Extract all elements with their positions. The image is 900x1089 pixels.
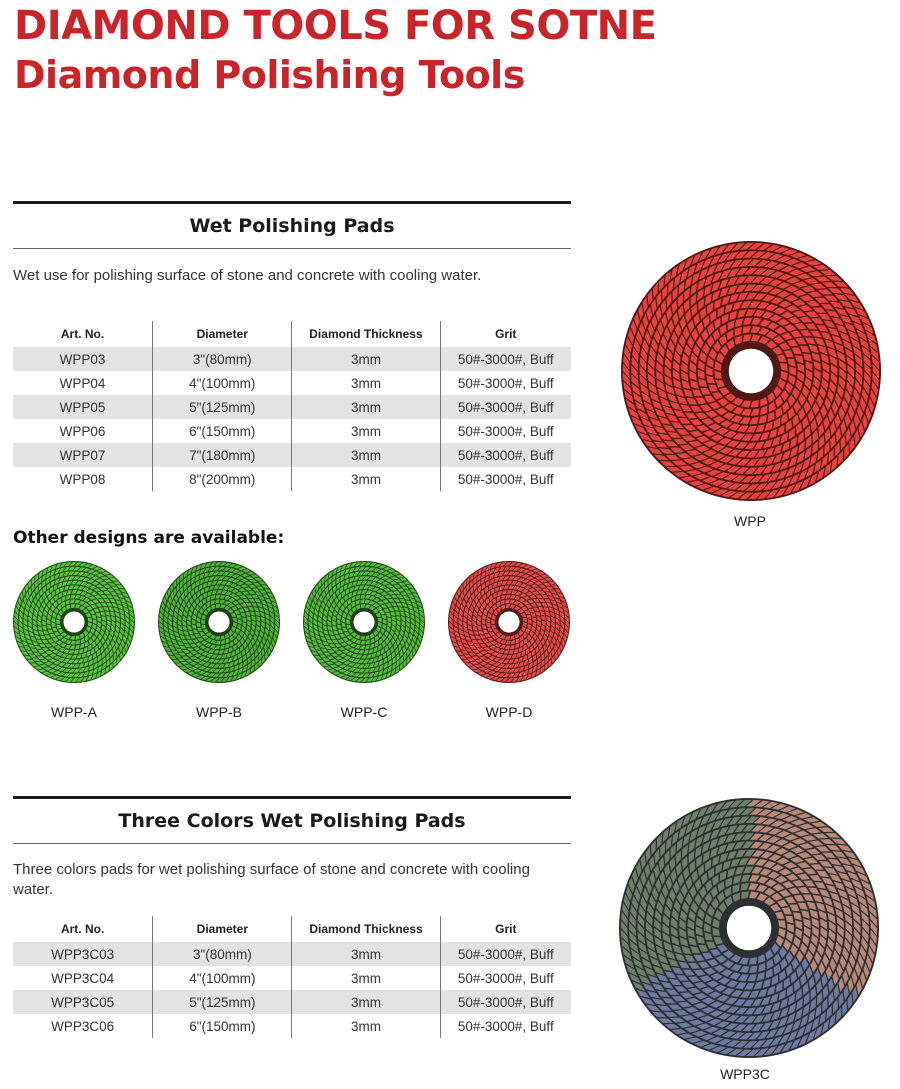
column-header-diameter: Diameter bbox=[153, 916, 292, 942]
column-header-diameter: Diameter bbox=[153, 321, 292, 347]
cell-diameter: 3"(80mm) bbox=[153, 347, 292, 371]
wpp-a-pad-image bbox=[12, 560, 136, 684]
cell-thickness: 3mm bbox=[292, 371, 440, 395]
cell-grit: 50#-3000#, Buff bbox=[440, 1014, 571, 1038]
cell-grit: 50#-3000#, Buff bbox=[440, 942, 571, 966]
cell-art-no: WPP3C05 bbox=[13, 990, 153, 1014]
section-heading-wet-polishing-pads: Wet Polishing Pads bbox=[13, 201, 571, 249]
page-title: DIAMOND TOOLS FOR SOTNE bbox=[14, 3, 657, 49]
cell-art-no: WPP07 bbox=[13, 443, 153, 467]
cell-thickness: 3mm bbox=[292, 467, 440, 491]
cell-thickness: 3mm bbox=[292, 1014, 440, 1038]
wpp-d-pad-image bbox=[447, 560, 571, 684]
column-header-grit: Grit bbox=[440, 321, 571, 347]
three-color-description: Three colors pads for wet polishing surface of stone and concrete with cooling water. bbox=[13, 861, 530, 898]
cell-thickness: 3mm bbox=[292, 395, 440, 419]
table-row bbox=[13, 942, 571, 966]
other-designs-heading: Other designs are available: bbox=[13, 528, 285, 548]
cell-thickness: 3mm bbox=[292, 966, 440, 990]
cell-art-no: WPP06 bbox=[59, 423, 106, 439]
wpp-c-pad-image bbox=[302, 560, 426, 684]
page-subtitle: Diamond Polishing Tools bbox=[14, 53, 525, 97]
column-header-thickness: Diamond Thickness bbox=[292, 916, 440, 942]
cell-diameter: 4"(100mm) bbox=[153, 371, 292, 395]
wpp-d-label: WPP-D bbox=[485, 704, 533, 720]
wpp-pad-image bbox=[620, 240, 882, 502]
cell-diameter: 3"(80mm) bbox=[153, 942, 292, 966]
cell-thickness: 3mm bbox=[292, 443, 440, 467]
section-heading-three-colors: Three Colors Wet Polishing Pads bbox=[13, 796, 571, 844]
wet-pads-spec-table bbox=[13, 321, 571, 491]
wpp-b-label: WPP-B bbox=[196, 704, 242, 720]
cell-art-no: WPP3C04 bbox=[51, 970, 115, 986]
wet-pads-description: Wet use for polishing surface of stone and concrete with cooling water. bbox=[13, 267, 482, 284]
cell-thickness: 3mm bbox=[292, 419, 440, 443]
cell-art-no: WPP04 bbox=[59, 375, 106, 391]
table-row bbox=[13, 966, 571, 990]
table-row bbox=[13, 347, 571, 371]
cell-grit: 50#-3000#, Buff bbox=[440, 990, 571, 1014]
cell-diameter: 5"(125mm) bbox=[153, 395, 292, 419]
wpp3c-pad-label: WPP3C bbox=[720, 1066, 770, 1082]
cell-art-no: WPP3C03 bbox=[13, 942, 153, 966]
cell-diameter: 8"(200mm) bbox=[153, 467, 292, 491]
cell-art-no: WPP03 bbox=[13, 347, 153, 371]
cell-grit: 50#-3000#, Buff bbox=[440, 371, 571, 395]
cell-grit: 50#-3000#, Buff bbox=[440, 467, 571, 491]
table-row bbox=[13, 419, 571, 443]
cell-art-no: WPP05 bbox=[13, 395, 153, 419]
cell-grit: 50#-3000#, Buff bbox=[440, 966, 571, 990]
table-row bbox=[13, 990, 571, 1014]
table-header-row bbox=[13, 916, 571, 942]
three-color-spec-table bbox=[13, 916, 571, 1038]
table-row bbox=[13, 371, 571, 395]
wpp-pad-label: WPP bbox=[734, 513, 766, 529]
cell-grit: 50#-3000#, Buff bbox=[440, 395, 571, 419]
column-header-thickness: Diamond Thickness bbox=[292, 321, 440, 347]
column-header-art-no: Art. No. bbox=[60, 922, 105, 936]
cell-diameter: 5"(125mm) bbox=[153, 990, 292, 1014]
cell-thickness: 3mm bbox=[292, 942, 440, 966]
cell-grit: 50#-3000#, Buff bbox=[440, 419, 571, 443]
cell-diameter: 4"(100mm) bbox=[153, 966, 292, 990]
table-row bbox=[13, 1014, 571, 1038]
cell-grit: 50#-3000#, Buff bbox=[440, 347, 571, 371]
wpp-a-label: WPP-A bbox=[51, 704, 97, 720]
cell-diameter: 6"(150mm) bbox=[153, 1014, 292, 1038]
table-header-row bbox=[13, 321, 571, 347]
cell-thickness: 3mm bbox=[292, 347, 440, 371]
column-header-grit: Grit bbox=[440, 916, 571, 942]
cell-thickness: 3mm bbox=[292, 990, 440, 1014]
cell-diameter: 6"(150mm) bbox=[153, 419, 292, 443]
cell-grit: 50#-3000#, Buff bbox=[440, 443, 571, 467]
table-row bbox=[13, 443, 571, 467]
wpp3c-pad-image bbox=[618, 797, 880, 1059]
table-row bbox=[13, 395, 571, 419]
cell-art-no: WPP3C06 bbox=[51, 1018, 115, 1034]
table-row bbox=[13, 467, 571, 491]
column-header-art-no: Art. No. bbox=[60, 327, 105, 341]
cell-art-no: WPP08 bbox=[59, 471, 106, 487]
wpp-c-label: WPP-C bbox=[340, 704, 388, 720]
wpp-b-pad-image bbox=[157, 560, 281, 684]
cell-diameter: 7"(180mm) bbox=[153, 443, 292, 467]
